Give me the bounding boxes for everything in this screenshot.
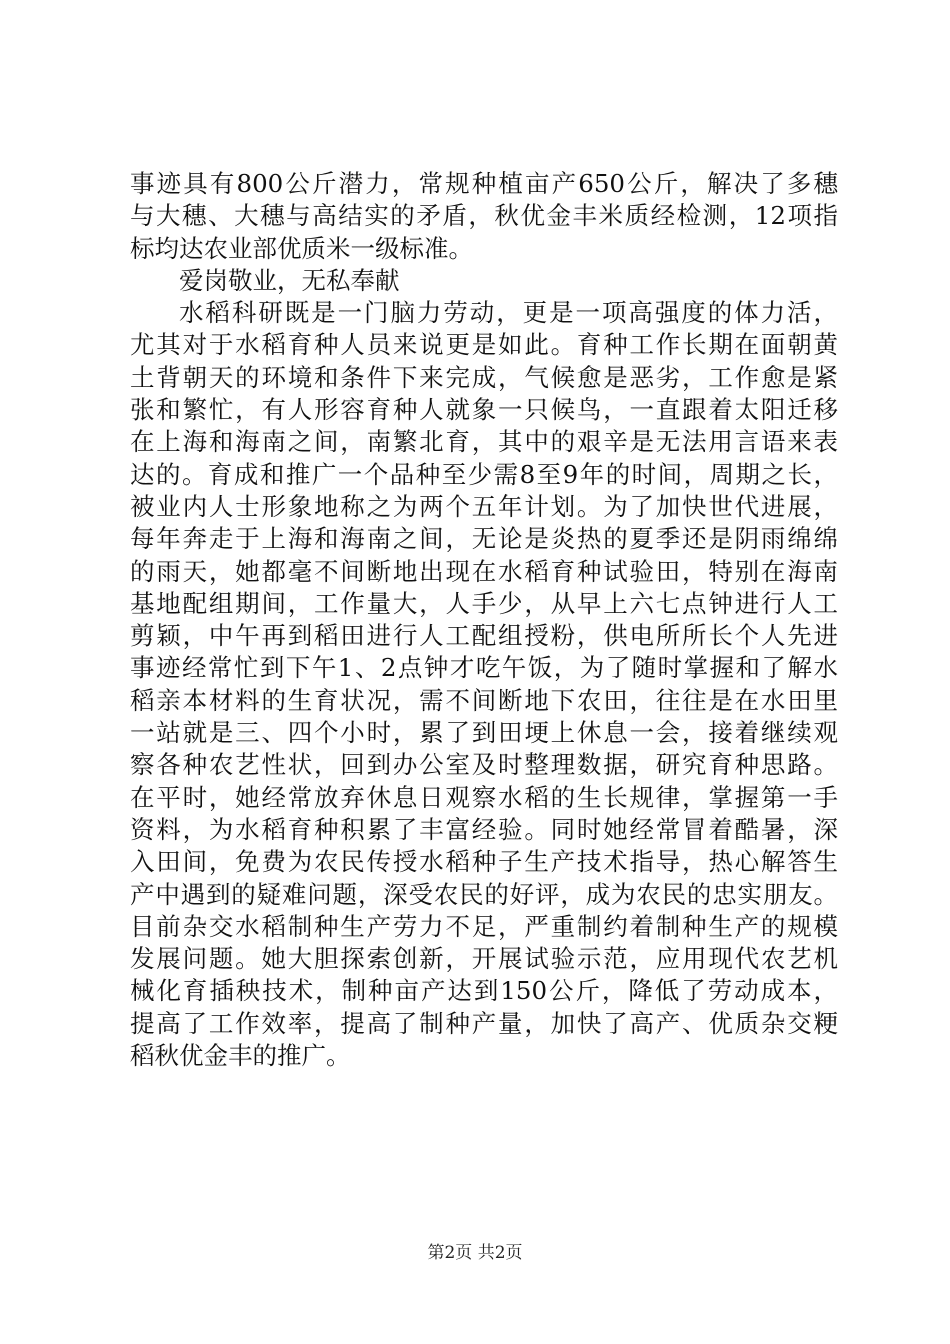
body-text-line: 达的。育成和推广一个品种至少需8至9年的时间，周期之长， (130, 459, 838, 489)
body-text-line: 稻亲本材料的生育状况，需不间断地下农田，往往是在水田里 (130, 685, 838, 715)
body-text-line: 土背朝天的环境和条件下来完成，气候愈是恶劣，工作愈是紧 (130, 362, 838, 392)
body-text-line: 入田间，免费为农民传授水稻种子生产技术指导，热心解答生 (130, 847, 838, 877)
body-text-line: 事迹经常忙到下午1、2点钟才吃午饭，为了随时掌握和了解水 (130, 653, 838, 683)
section-heading: 爱岗敬业，无私奉献 (179, 265, 400, 295)
body-text-line: 发展问题。她大胆探索创新，开展试验示范，应用现代农艺机 (130, 944, 838, 974)
body-text-line: 张和繁忙，有人形容育种人就象一只候鸟，一直跟着太阳迁移 (130, 395, 838, 425)
body-text-line: 水稻科研既是一门脑力劳动，更是一项高强度的体力活， (179, 298, 838, 328)
body-text-line: 察各种农艺性状，回到办公室及时整理数据，研究育种思路。 (130, 750, 838, 780)
body-text-line: 事迹具有800公斤潜力，常规种植亩产650公斤，解决了多穗 (130, 169, 838, 198)
body-text-line: 稻秋优金丰的推广。 (130, 1041, 351, 1071)
body-text-line: 一站就是三、四个小时，累了到田埂上休息一会，接着继续观 (130, 718, 838, 748)
body-text-line: 在平时，她经常放弃休息日观察水稻的生长规律，掌握第一手 (130, 782, 838, 812)
body-text-line: 与大穗、大穗与高结实的矛盾，秋优金丰米质经检测，12项指 (130, 201, 838, 231)
body-text-line: 基地配组期间，工作量大，人手少，从早上六七点钟进行人工 (130, 588, 838, 618)
body-text-line: 每年奔走于上海和海南之间，无论是炎热的夏季还是阴雨绵绵 (130, 524, 838, 554)
page-footer: 第2页 共2页 (427, 1243, 523, 1263)
body-text-line: 标均达农业部优质米一级标准。 (130, 233, 473, 263)
body-text-line: 目前杂交水稻制种生产劳力不足，严重制约着制种生产的规模 (130, 911, 838, 941)
body-text-line: 尤其对于水稻育种人员来说更是如此。育种工作长期在面朝黄 (130, 330, 838, 360)
body-text-line: 产中遇到的疑难问题，深受农民的好评，成为农民的忠实朋友。 (130, 879, 838, 909)
body-text-line: 被业内人士形象地称之为两个五年计划。为了加快世代进展， (130, 491, 838, 521)
body-text-line: 械化育插秧技术，制种亩产达到150公斤，降低了劳动成本， (130, 976, 838, 1006)
body-text-line: 在上海和海南之间，南繁北育，其中的艰辛是无法用言语来表 (130, 427, 838, 457)
body-text-line: 的雨天，她都毫不间断地出现在水稻育种试验田，特别在海南 (130, 556, 838, 586)
body-text-line: 剪颖，中午再到稻田进行人工配组授粉，供电所所长个人先进 (130, 621, 838, 651)
body-text-line: 提高了工作效率，提高了制种产量，加快了高产、优质杂交粳 (130, 1008, 838, 1038)
body-text-line: 资料，为水稻育种积累了丰富经验。同时她经常冒着酷暑，深 (130, 814, 838, 844)
document-body (130, 168, 838, 1072)
